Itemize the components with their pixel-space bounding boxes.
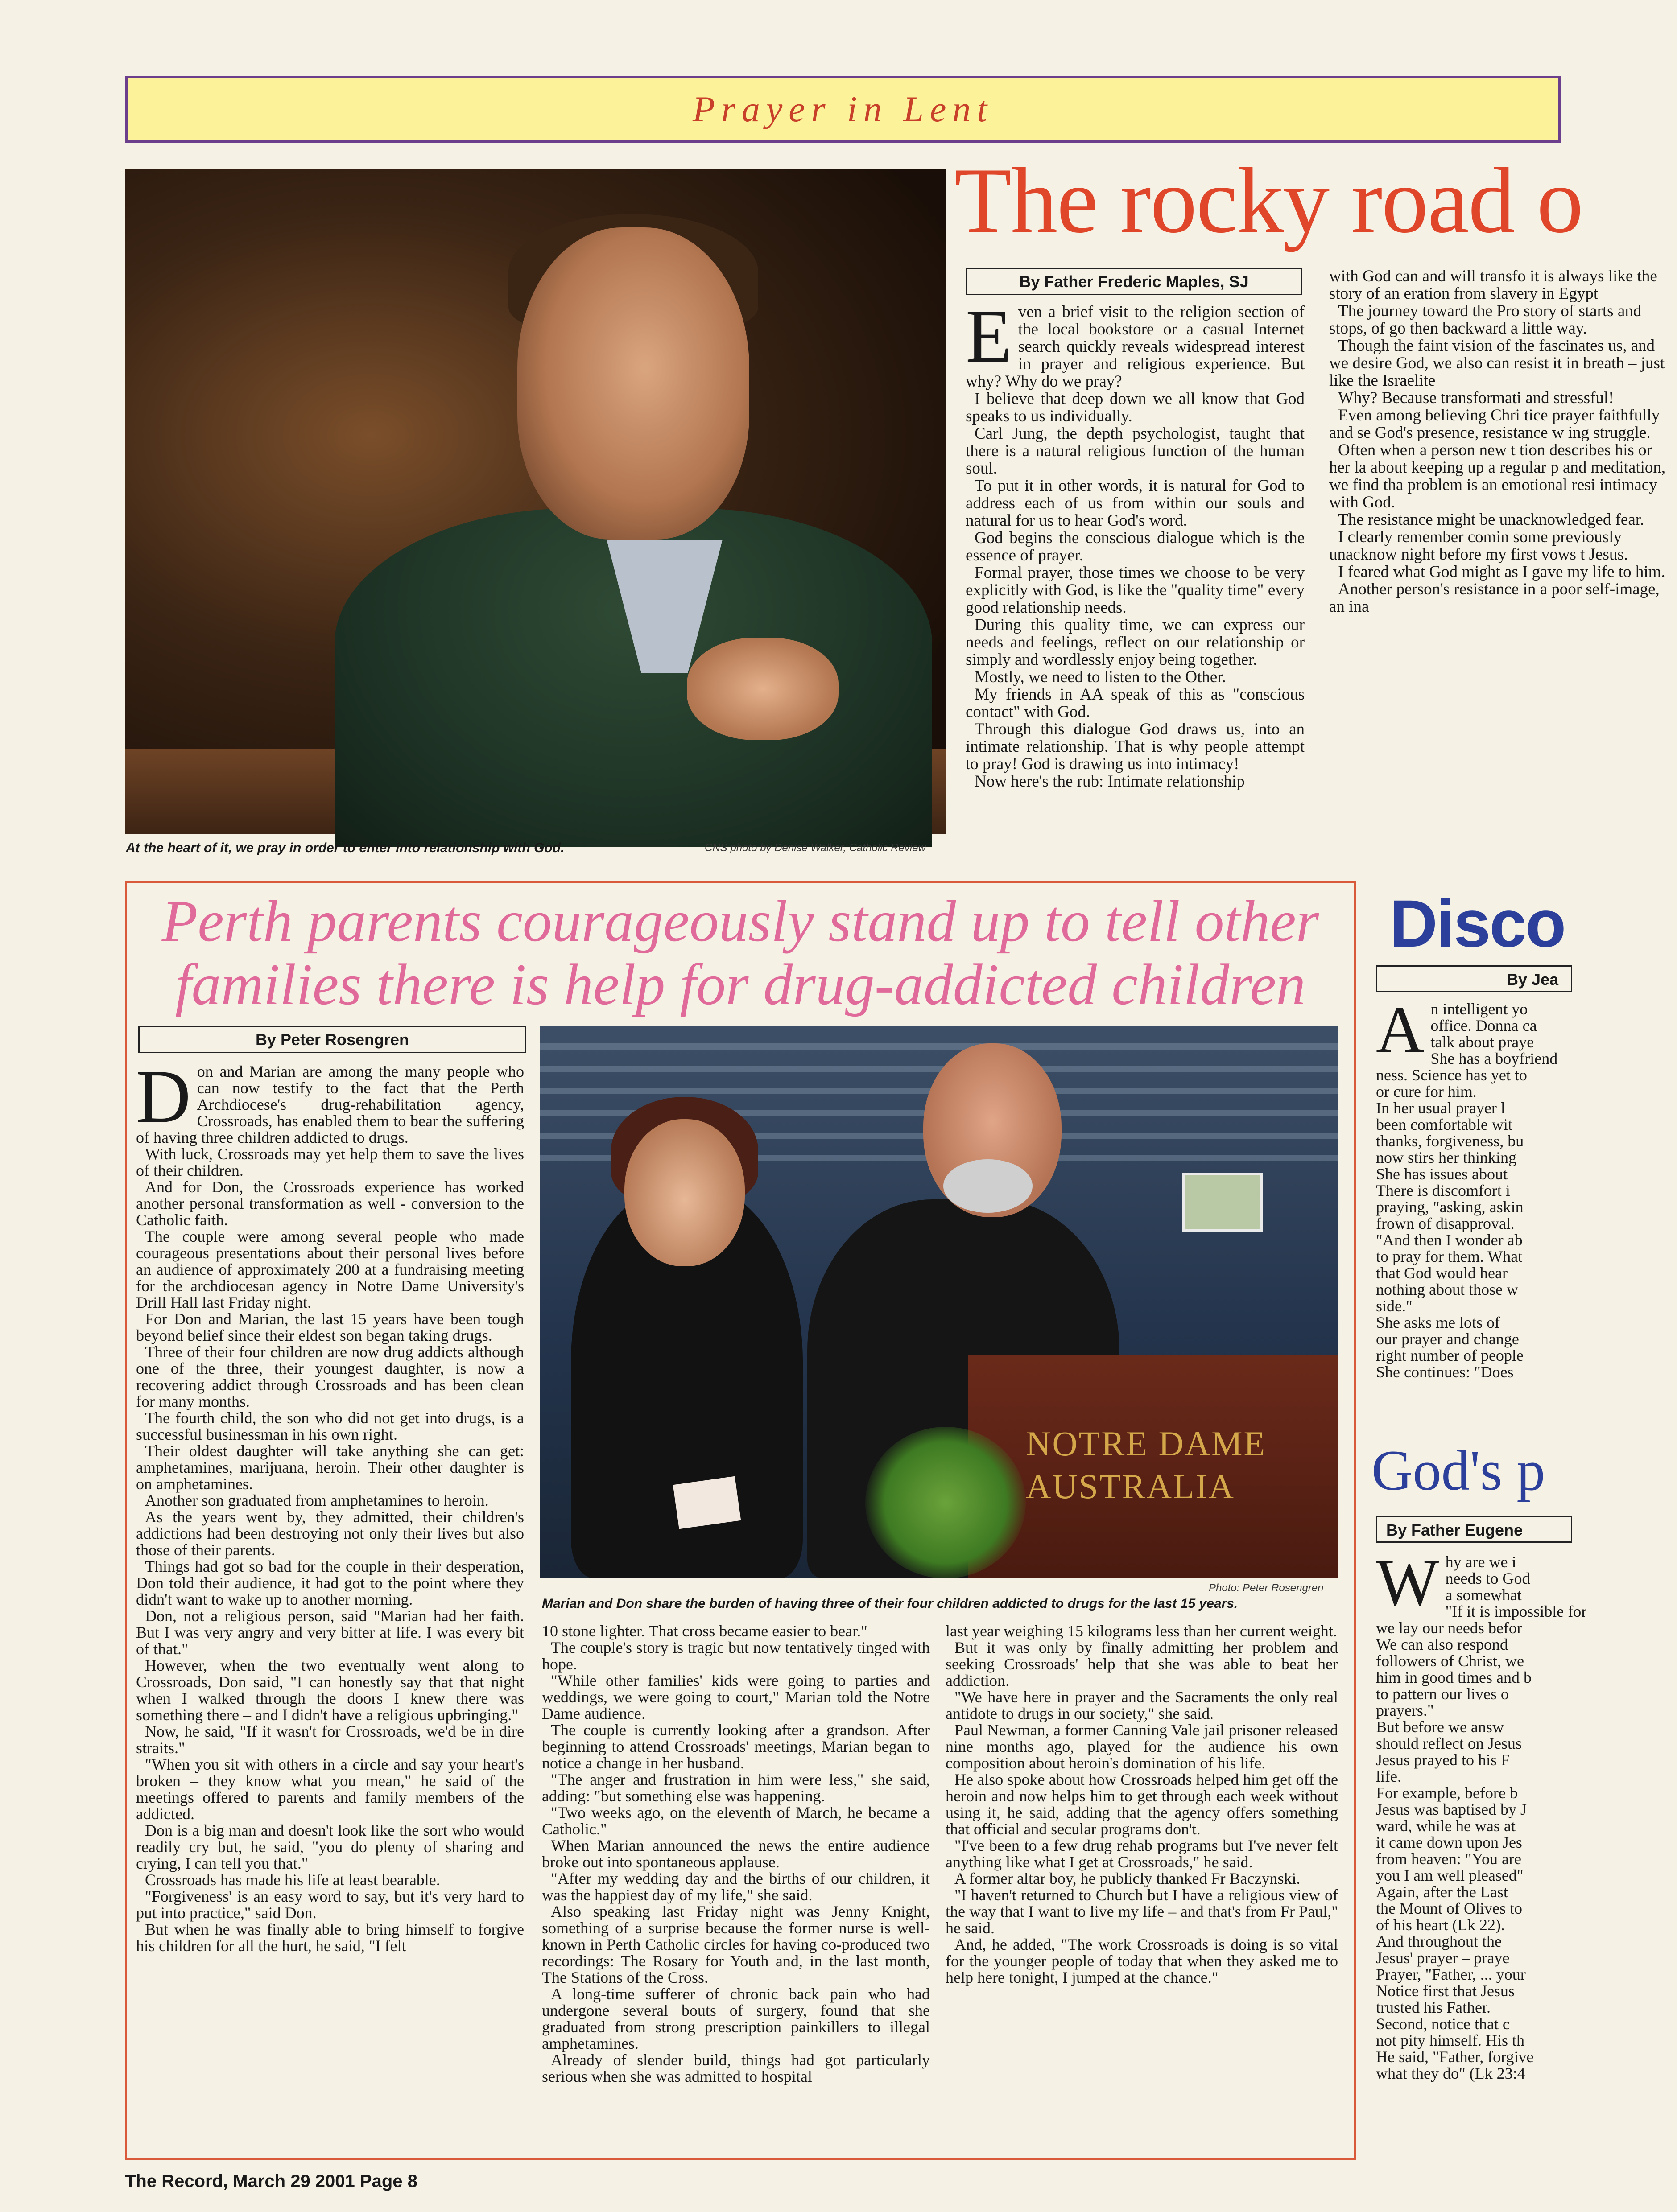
photo-credit: CNS photo by Denise Walker, Catholic Review <box>705 842 926 854</box>
drop-cap: A <box>1376 993 1425 1067</box>
section-banner <box>125 76 1561 143</box>
drop-cap: E <box>966 294 1012 378</box>
article-column-cut: with God can and will transfo it is always like the story of an eration from slavery in Egypt The journey toward the Pro story of starts and stops, of go then backward a little way. Though the faint vision of the fascinates us, and we desire God, we also can resist it in breath – just like the Israelite Why? Because transformati and stressful! Even among believing Chri tice prayer faithfully and se God's presence, resistance w ing struggle. Often when a person new t tion describes his or her la about keeping up a regular p and meditation, we find tha problem is an emotional resi intimacy with God. The resistance might be unacknowledged fear. I clearly remember comin some previously unacknow night before my first vows t Jesus. I feared what God might as I gave my life to him. Another person's resistance in a poor self-image, an ina <box>1329 267 1666 616</box>
speakers-photo <box>540 1026 1338 1578</box>
photo-caption: At the heart of it, we pray in order to enter into relationship with God. <box>126 840 565 855</box>
podium-text: NOTRE DAME AUSTRALIA <box>1026 1424 1267 1506</box>
sidebar-byline: By Jea <box>1376 965 1572 992</box>
section-title: Prayer in Lent <box>692 89 994 129</box>
article-headline: The rocky road o <box>954 149 1583 252</box>
article-column: E ven a brief visit to the religion section of the local bookstore or a casual Internet search quickly reveals widespread interest in prayer and religious experience. But why? Why do we pray? I believe that deep down we all know that God speaks to us individually. Carl Jung, the depth psychologist, taught that there is a natural religious function of the human soul. To put it in other words, it is natural for God to address each of us from within our souls and natural for us to hear God's word. God begins the conscious dialogue which is the essence of prayer. Formal prayer, those times we choose to be very explicitly with God, is like the "quality time" every good relationship needs. During this quality time, we can express our needs and feelings, reflect on our relationship or simply and wordlessly enjoy being together. Mostly, we need to listen to the Other. My friends in AA speak of this as "conscious contact" with God. Through this dialogue God draws us, into an intimate relationship. That is why people attempt to pray! God is drawing us into intimacy! Now here's the rub: Intimate relationship <box>966 294 1305 791</box>
sidebar-byline: By Father Eugene <box>1376 1516 1572 1543</box>
praying-man-photo <box>125 169 946 834</box>
sidebar-headline: Disco <box>1389 886 1565 961</box>
sidebar-column: W hy are we i needs to God a somewhat "If it is impossible for we lay our needs befor We can also respond followers of Christ, we him in good times and b to pattern our lives o prayers." But before we answ should reflect on Jesus Jesus prayed to his F life. For example, before b Jesus was baptised by J ward, while he was at it came down upon Jes from heaven: "You are you I am well pleased" Again, after the Last the Mount of Olives to of his heart (Lk 22). And throughout the Jesus' prayer – praye Prayer, "Father, ... your Notice first that Jesus trusted his Father. Second, notice that c not pity himself. His th He said, "Father, forgive what they do" (Lk 23:4 <box>1376 1545 1587 2082</box>
sidebar-headline: God's p <box>1371 1439 1545 1502</box>
article-column: last year weighing 15 kilograms less than her current weight. But it was only by finally admitting her problem and seeking Crossroads' help that she was able to beat her addiction. "We have here in prayer and the Sacraments the only real antidote to drugs in our society," she said. Paul Newman, a former Canning Vale jail prisoner released nine months ago, played for the audience his own composition about heroin's domination of his life. He also spoke about how Crossroads helped him get off the heroin and now helps him to get through each week without using it, he said, adding that the agency offers something that official and secular programs don't. "I've been to a few drug rehab programs but I've never felt anything like what I get at Crossroads," he said. A former altar boy, he publicly thanked Fr Baczynski. "I haven't returned to Church but I have a religious view of the way that I want to live my life – and that's from Fr Paul," he said. And, he added, "The work Crossroads is doing is so vital for the younger people of today that when they asked me to help here tonight, I jumped at the chance." <box>946 1622 1338 1986</box>
page-footer: The Record, March 29 2001 Page 8 <box>125 2171 417 2191</box>
photo-caption: Marian and Don share the burden of having three of their four children addicted to drugs for the last 15 years. <box>542 1596 1238 1611</box>
article-column: 10 stone lighter. That cross became easier to bear." The couple's story is tragic but now tentatively tinged with hope. "While other families' kids were going to parties and weddings, we were going to court," Marian told the Notre Dame audience. The couple is currently looking after a grandson. After beginning to attend Crossroads' meetings, Marian began to notice a change in her husband. "The anger and frustration in him were less," she said, adding: "but something else was happening. "Two weeks ago, on the eleventh of March, he became a Catholic." When Marian announced the news the entire audience broke out into spontaneous applause. "After my wedding day and the births of our children, it was the happiest day of my life," she said. Also speaking last Friday night was Jenny Knight, something of a surprise because the former nurse is well-known in Perth Catholic circles for having co-produced two recordings: The Rosary for Youth and, in the last month, The Stations of the Cross. A long-time sufferer of chronic back pain who had undergone several bouts of surgery, found that she graduated from strong prescription painkillers to illegal amphetamines. Already of slender build, things had got particularly serious when she was admitted to hospital <box>542 1622 930 2085</box>
sidebar-column: A n intelligent yo office. Donna ca talk about praye She has a boyfriend ness. Science has yet to or cure for him. In her usual prayer l been comfortable wit thanks, forgiveness, bu now stirs her thinking She has issues about There is discomfort i praying, "asking, askin frown of disapproval. "And then I wonder ab to pray for them. What that God would hear nothing about those w side." She asks me lots of our prayer and change right number of people She continues: "Does <box>1376 993 1558 1381</box>
photo-credit: Photo: Peter Rosengren <box>1209 1582 1324 1594</box>
article-byline: By Father Frederic Maples, SJ <box>966 268 1302 295</box>
drop-cap: D <box>136 1055 191 1138</box>
article-byline: By Peter Rosengren <box>138 1026 526 1053</box>
article-column: D on and Marian are among the many people who can now testify to the fact that the Perth Archdiocese's drug-rehabilitation agency, Crossroads, has enabled them to bear the suffering of having three children addicted to drugs. With luck, Crossroads may yet help them to save the lives of their children. And for Don, the Crossroads experience has worked another personal transformation as well - conversion to the Catholic faith. The couple were among several people who made courageous presentations about their personal lives before an audience of approximately 200 at a fundraising meeting for the archdiocesan agency in Notre Dame University's Drill Hall last Friday night. For Don and Marian, the last 15 years have been tough beyond belief since their eldest son began taking drugs. Three of their four children are now drug addicts although one of the three, their youngest daughter, is now a recovering addict through Crossroads and has been clean for many months. The fourth child, the son who did not get into drugs, is a successful businessman in his own right. Their oldest daughter will take anything she can get: amphetamines, marijuana, heroin. Their other daughter is on amphetamines. Another son graduated from amphetamines to heroin. As the years went by, they admitted, their children's addictions had been destroying not only their lives but also those of their parents. Things had got so bad for the couple in their desperation, Don told their audience, it had got to the point where they didn't want to wake up to another morning. Don, not a religious person, said "Marian had her faith. But I was very angry and very bitter at life. I was every bit of that." However, when the two eventually went along to Crossroads, Don said, "I can honestly say that that night when I walked through the doors I knew there was something there – and I didn't have a religious upbringing." Now, he said, "If it wasn't for Crossroads, we'd be in dire straits." "When you sit with others in a circle and say your heart's broken – they know what you mean," he said of the meetings offered to parents and family members of the addicted. Don is a big man and doesn't look like the sort who would readily cry but, he said, "you do plenty of sharing and crying, I can tell you that." Crossroads has made his life at least bearable. "Forgiveness' is an easy word to say, but it's very hard to put into practice," said Don. But when he was finally able to bring himself to forgive his children for all the hurt, he said, "I felt <box>136 1055 524 1955</box>
article-headline: Perth parents courageously stand up to tell other families there is help for drug-addicted children <box>161 888 1319 1017</box>
drop-cap: W <box>1376 1545 1439 1619</box>
